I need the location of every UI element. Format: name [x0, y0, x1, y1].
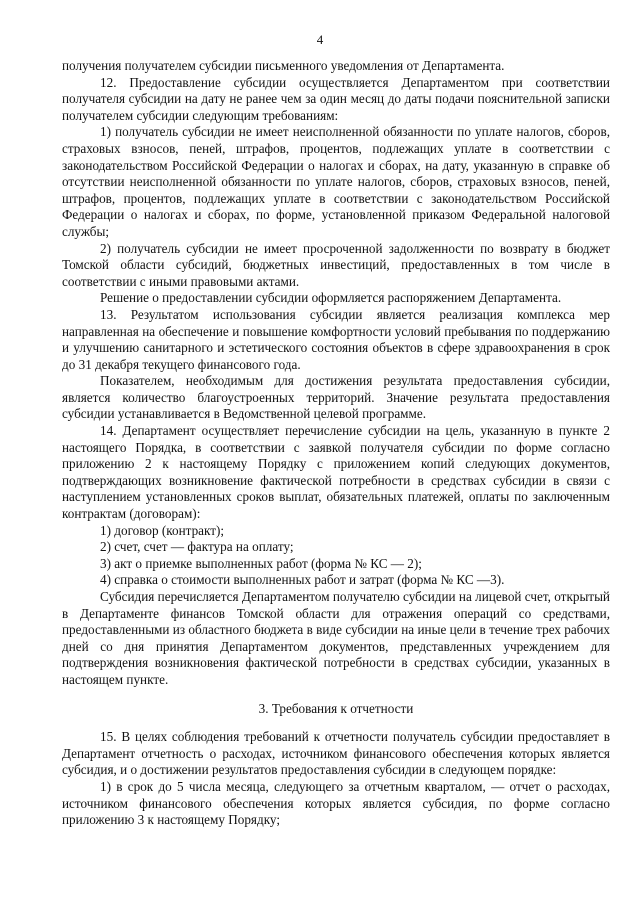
- list-item-acceptance-act: 3) акт о приемке выполненных работ (форма № КС — 2);: [100, 555, 422, 571]
- paragraph-requirement-2: 2) получатель субсидии не имеет просроченной задолженности по возврату в бюджет Томской области субсидий, бюджетных инвестиций, предоставленных в том числе в соответствии с иными правовыми актами.: [62, 240, 610, 289]
- page-number: 4: [316, 32, 324, 47]
- list-item-contract: 1) договор (контракт);: [100, 522, 225, 538]
- section-title: 3. Требования к отчетности: [258, 700, 414, 716]
- paragraph-clause-14: 14. Департамент осуществляет перечисление субсидии на цель, указанную в пункте 2 настоящего Порядка, в соответствии с заявкой получателя субсидии по форме согласно приложению 2 к настоящему Порядку с приложением копий следующих документов, подтверждающих возникновение фактической потребности в средствах субсидии в связи с наступлением установленных сроков выплат, обязательных платежей, оплаты по заключенным контрактам (договорам):: [62, 423, 610, 522]
- paragraph-requirement-1: 1) получатель субсидии не имеет неисполненной обязанности по уплате налогов, сборов, страховых взносов, пеней, штрафов, процентов, подлежащих уплате в соответствии с законодательством Российской Федерации о налогах и сборах, на дату, указанную в справке об отсутствии неисполненной обязанности по уплате налогов, сборов, страховых взносов, пеней, штрафов, процентов, подлежащих уплате в соответствии с законодательством Российской Федерации о налогах и сборах, по форме, установленной приказом Федеральной налоговой службы;: [62, 124, 610, 239]
- document-body: [62, 58, 610, 829]
- paragraph-clause-12: 12. Предоставление субсидии осуществляется Департаментом при соответствии получателя субсидии на дату не ранее чем за один месяц до даты подачи пояснительной записки получателем субсидии следующим требованиям:: [62, 74, 610, 123]
- paragraph-indicator: Показателем, необходимым для достижения результата предоставления субсидии, является количество благоустроенных территорий. Значение результата предоставления субсидии устанавливается в Ведомственной целевой программе.: [62, 373, 610, 422]
- paragraph-clause-13: 13. Результатом использования субсидии является реализация комплекса мер направленная на обеспечение и повышение комфортности условий пребывания по поддержанию и улучшению санитарного и эстетического состояния объектов в сфере здравоохранения в срок до 31 декабря текущего финансового года.: [62, 306, 610, 372]
- paragraph-continuation: получения получателем субсидии письменного уведомления от Департамента.: [62, 58, 505, 73]
- paragraph-transfer: Субсидия перечисляется Департаментом получателю субсидии на лицевой счет, открытый в Департаменте финансов Томской области для отражения операций со средствами, предоставленными из областного бюджета в виде субсидии на иные цели в течение трех рабочих дней со дня принятия Департаментом документов, представленных учреждением для подтверждения возникновения фактической потребности в средствах субсидии, указанных в настоящем пункте.: [62, 589, 610, 687]
- list-item-cost-certificate: 4) справка о стоимости выполненных работ и затрат (форма № КС —3).: [100, 572, 505, 588]
- paragraph-decision: Решение о предоставлении субсидии оформляется распоряжением Департамента.: [100, 290, 562, 306]
- paragraph-reporting-1: 1) в срок до 5 числа месяца, следующего за отчетным кварталом, — отчет о расходах, источником финансового обеспечения которых является субсидия, по форме согласно приложению 3 к настоящему Порядку;: [62, 778, 610, 828]
- paragraph-clause-15: 15. В целях соблюдения требований к отчетности получатель субсидии предоставляет в Департамент отчетность о расходах, источником финансового обеспечения которых является субсидия, и о достижении результатов предоставления субсидии в следующем порядке:: [62, 729, 610, 778]
- list-item-invoice: 2) счет, счет — фактура на оплату;: [100, 539, 294, 555]
